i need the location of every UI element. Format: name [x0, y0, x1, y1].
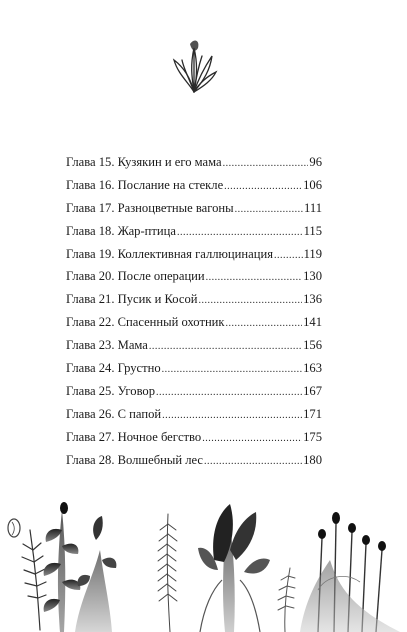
toc-page-number: 180 [303, 452, 322, 467]
toc-entry [66, 426, 322, 449]
toc-entry [66, 220, 322, 243]
toc-page-number: 115 [303, 223, 322, 238]
toc-page-number: 156 [303, 338, 322, 353]
toc-title: Глава 28. Волшебный лес [66, 452, 203, 467]
toc-page-number: 167 [303, 383, 322, 398]
bud-cluster-icon [198, 504, 270, 632]
toc-page-number: 96 [309, 155, 322, 169]
toc-title: Глава 24. Грустно [66, 361, 161, 376]
toc-page-number: 111 [304, 200, 322, 215]
toc-leader [149, 336, 302, 359]
toc-title: Глава 19. Коллективная галлюцинация [66, 246, 274, 261]
toc-page-number: 141 [303, 315, 322, 330]
toc-entry [66, 174, 322, 197]
leafy-stalk-icon [44, 502, 81, 632]
toc-leader [202, 428, 302, 451]
toc-entry [66, 197, 322, 220]
toc-page-number: 163 [303, 361, 322, 376]
toc-leader [235, 199, 303, 222]
toc-entry [66, 311, 322, 334]
toc-leader [177, 222, 303, 245]
tall-fern-icon [158, 514, 177, 632]
toc-title: Глава 23. Мама [66, 338, 148, 353]
toc-entry [66, 243, 322, 266]
toc-entry [66, 403, 322, 426]
toc-entry [66, 449, 322, 472]
seed-icon [8, 519, 20, 537]
toc-title: Глава 18. Жар-птица [66, 223, 176, 238]
toc-title: Глава 20. После операции [66, 269, 205, 284]
toc-page-number: 136 [303, 292, 322, 307]
toc-leader [156, 382, 302, 405]
toc-leader [162, 405, 302, 428]
toc-title: Глава 15. Кузякин и его мама [66, 155, 222, 169]
toc-page-number: 106 [303, 177, 322, 192]
toc-entry [66, 151, 322, 174]
fern-plant-icon [22, 530, 46, 630]
toc-entry [66, 265, 322, 288]
toc-title: Глава 16. Послание на стекле [66, 177, 224, 192]
small-fern-icon [278, 568, 295, 632]
toc-leader [204, 451, 302, 474]
toc-title: Глава 25. Уговор [66, 383, 156, 398]
toc-leader [199, 290, 303, 313]
toc-leader [206, 267, 302, 290]
toc-leader [162, 359, 302, 382]
toc-page-number: 171 [303, 406, 322, 421]
toc-entry [66, 380, 322, 403]
toc-entry [66, 334, 322, 357]
toc-entry [66, 357, 322, 380]
toc-title: Глава 17. Разноцветные вагоны [66, 200, 234, 215]
toc-title: Глава 22. Спасенный охотник [66, 315, 225, 330]
toc-entry [66, 288, 322, 311]
toc-page-number: 175 [303, 429, 322, 444]
toc-title: Глава 21. Пусик и Косой [66, 292, 198, 307]
shrub-icon [75, 516, 116, 632]
seed-heads-icon [300, 512, 400, 632]
leaf-sprout-icon [168, 38, 220, 94]
toc-leader [274, 245, 303, 268]
toc-page-number: 130 [303, 269, 322, 284]
toc-page-number: 119 [303, 246, 322, 261]
toc-leader [223, 153, 309, 176]
table-of-contents [66, 151, 322, 471]
forest-plants-illustration [0, 490, 407, 632]
toc-leader [224, 176, 302, 199]
toc-leader [226, 313, 303, 336]
toc-title: Глава 27. Ночное бегство [66, 429, 202, 444]
toc-title: Глава 26. С папой [66, 406, 162, 421]
